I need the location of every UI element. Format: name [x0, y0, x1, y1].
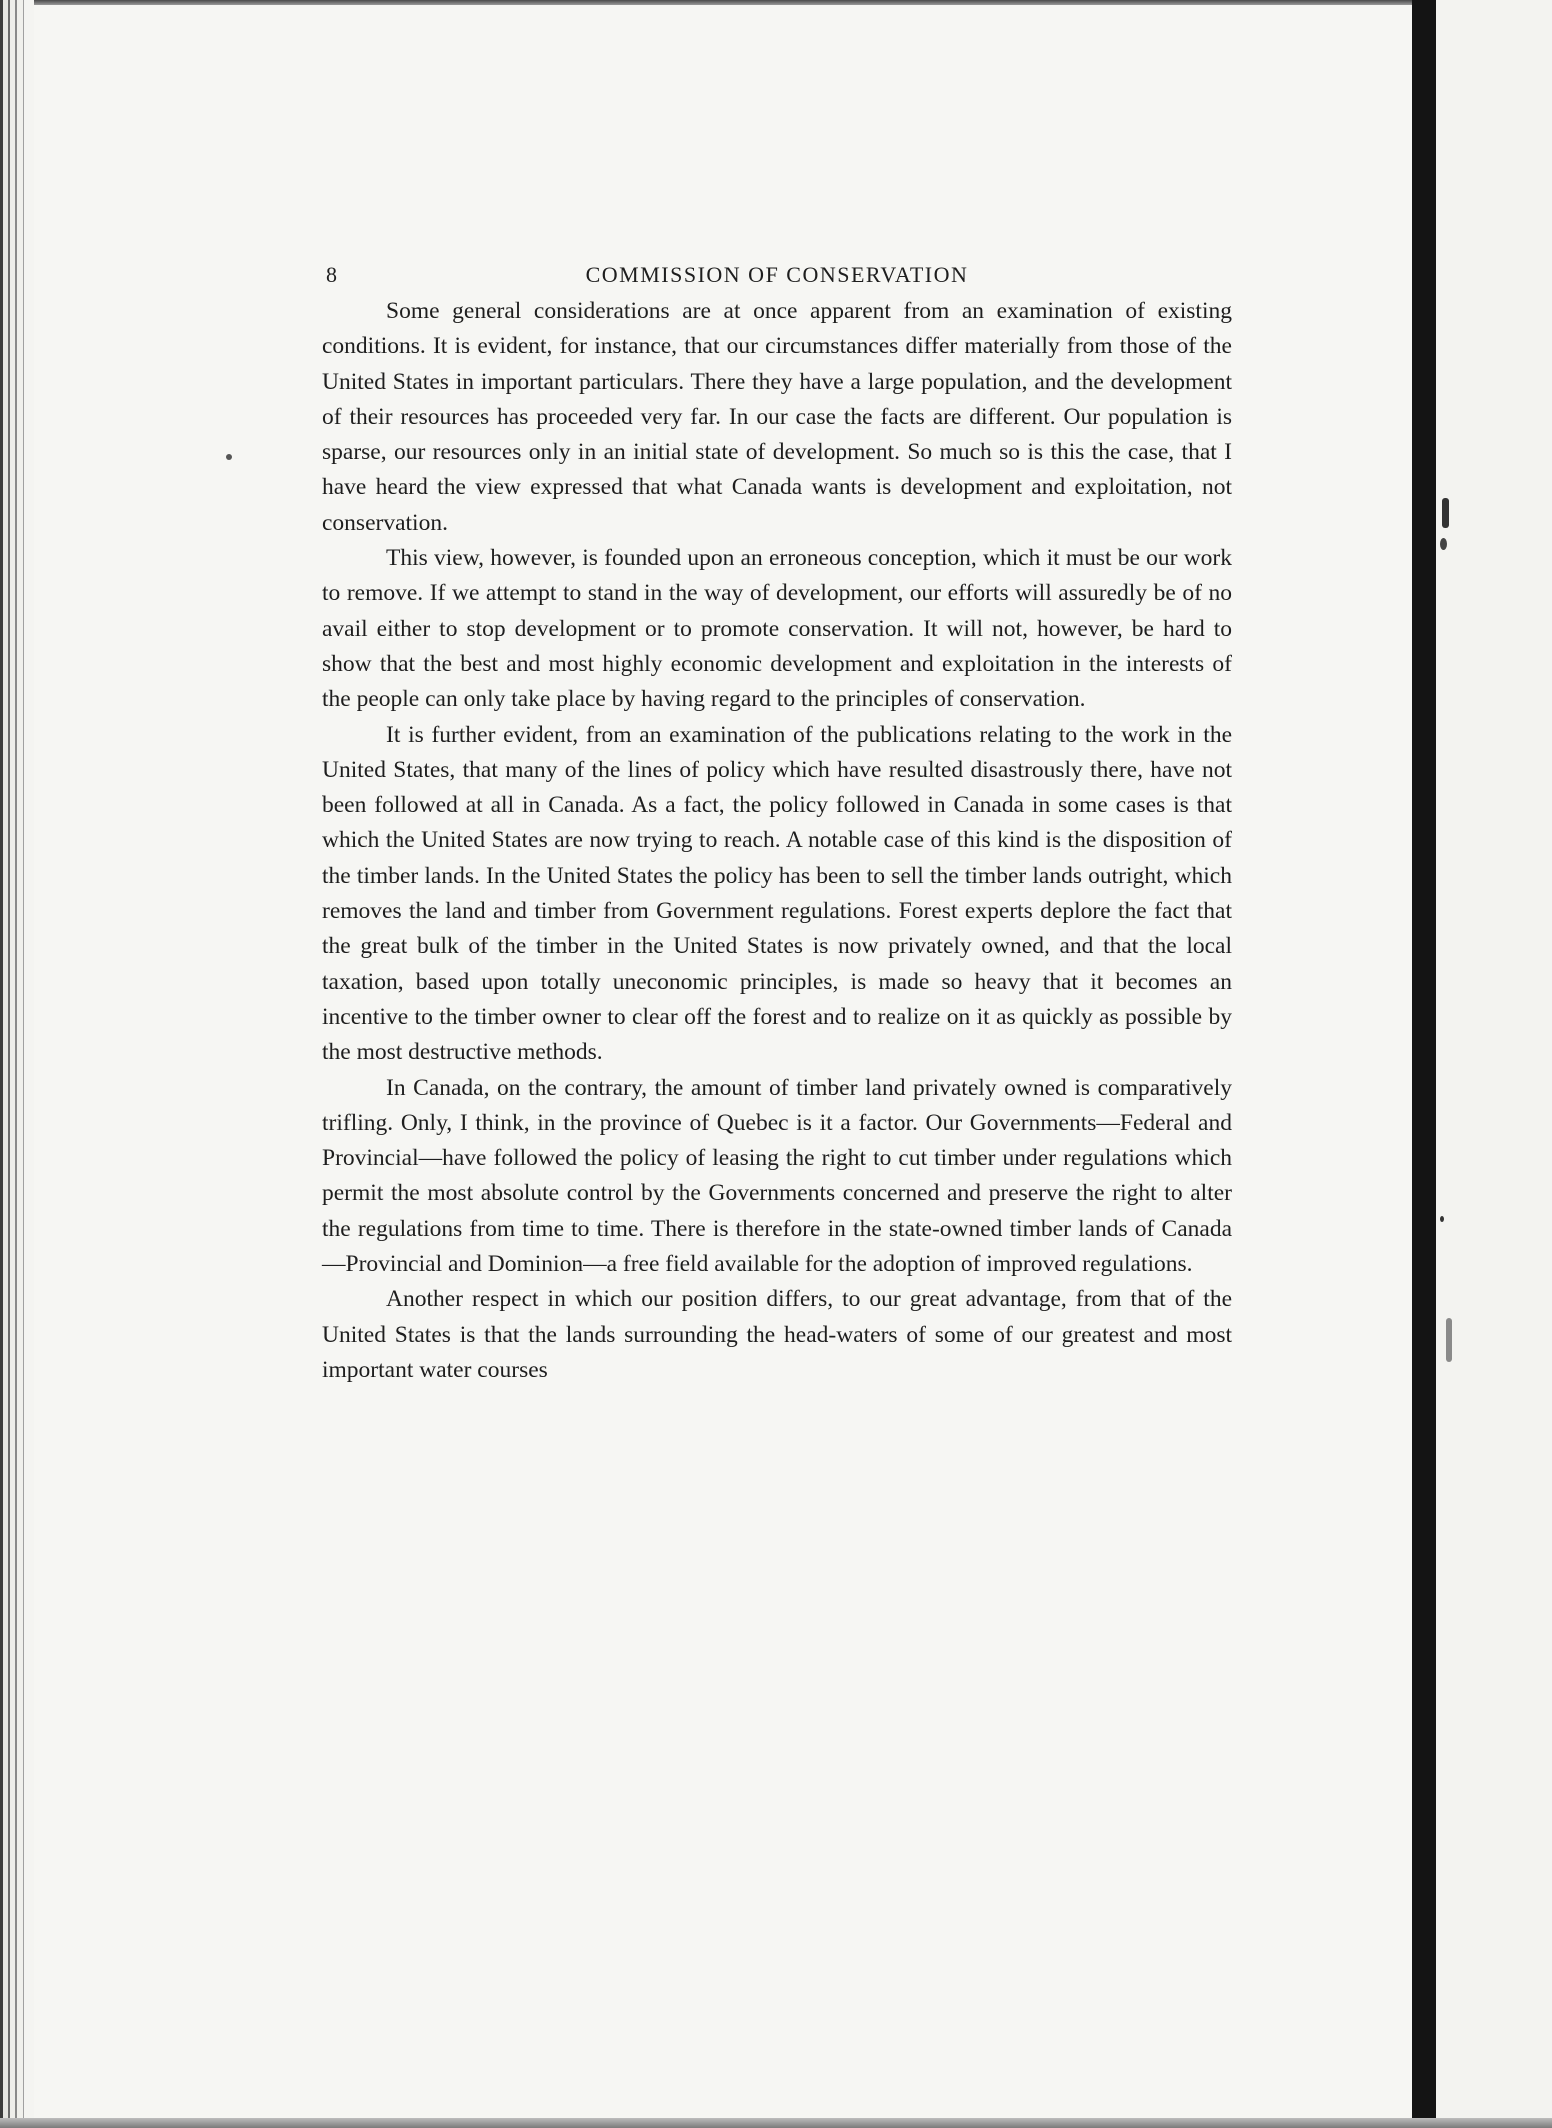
paragraph: In Canada, on the contrary, the amount of timber land privately owned is comparatively trifling. Only, I think, in the province of Quebec is it a factor. Our Governments—Federal and Provincial—have followed the policy of leasing the right to cut timber under regulations which permit the most absolute control by the Governments concerned and preserve the right to alter the regulations from time to time. There is therefore in the state-owned timber lands of Canada —Provincial and Dominion—a free field available for the adoption of improved regulations. [322, 1074, 1232, 1278]
facing-page-margin [1436, 0, 1552, 2128]
scan-bottom-edge [0, 2118, 1552, 2128]
paragraph: It is further evident, from an examination of the publications relating to the work in the United States, that many of the lines of policy which have resulted disastrously there, have not been followed at all in Canada. As a fact, the policy followed in Canada in some cases is that which the United States are now trying to reach. A notable case of this kind is the disposition of the timber lands. In the United States the policy has been to sell the timber lands outright, which removes the land and timber from Government regulations. Forest experts deplore the fact that the great bulk of the timber in the United States is now privately owned, and that the local taxation, based upon totally uneconomic principles, is made so heavy that it becomes an incentive to the timber owner to clear off the forest and to realize on it as quickly as possible by the most destructive methods. [322, 721, 1232, 1066]
book-spine-shadow [1412, 0, 1436, 2128]
running-title: COMMISSION OF CONSERVATION [585, 262, 969, 287]
scan-top-edge [0, 0, 1552, 5]
scan-speck [1440, 1216, 1444, 1222]
paragraph: This view, however, is founded upon an erroneous conception, which it must be our work to remove. If we attempt to stand in the way of development, our efforts will assuredly be of no avail either to stop development or to promote conservation. It will not, however, be hard to show that the best and most highly economic development and exploitation in the interests of the people can only take place by having regard to the principles of conservation. [322, 545, 1232, 713]
body-text [322, 294, 1232, 1388]
running-header [322, 254, 1232, 294]
paragraph: Some general considerations are at once apparent from an examination of existing conditions. It is evident, for instance, that our circumstances differ materially from those of the United States in important particulars. There they have a large population, and the development of their resources has proceeded very far. In our case the facts are different. Our population is sparse, our resources only in an initial state of development. So much so is this the case, that I have heard the view expressed that what Canada wants is development and exploitation, not conservation. [322, 298, 1232, 536]
scan-speck [1442, 498, 1449, 528]
scan-speck [226, 454, 232, 460]
book-page [322, 254, 1232, 1388]
scan-speck [1446, 1318, 1452, 1362]
page-left-edge [0, 0, 34, 2128]
page-number: 8 [326, 262, 339, 287]
scan-speck [1440, 538, 1447, 550]
paragraph: Another respect in which our position differs, to our great advantage, from that of the United States is that the lands surrounding the head-waters of some of our greatest and most important water courses [322, 1286, 1232, 1383]
